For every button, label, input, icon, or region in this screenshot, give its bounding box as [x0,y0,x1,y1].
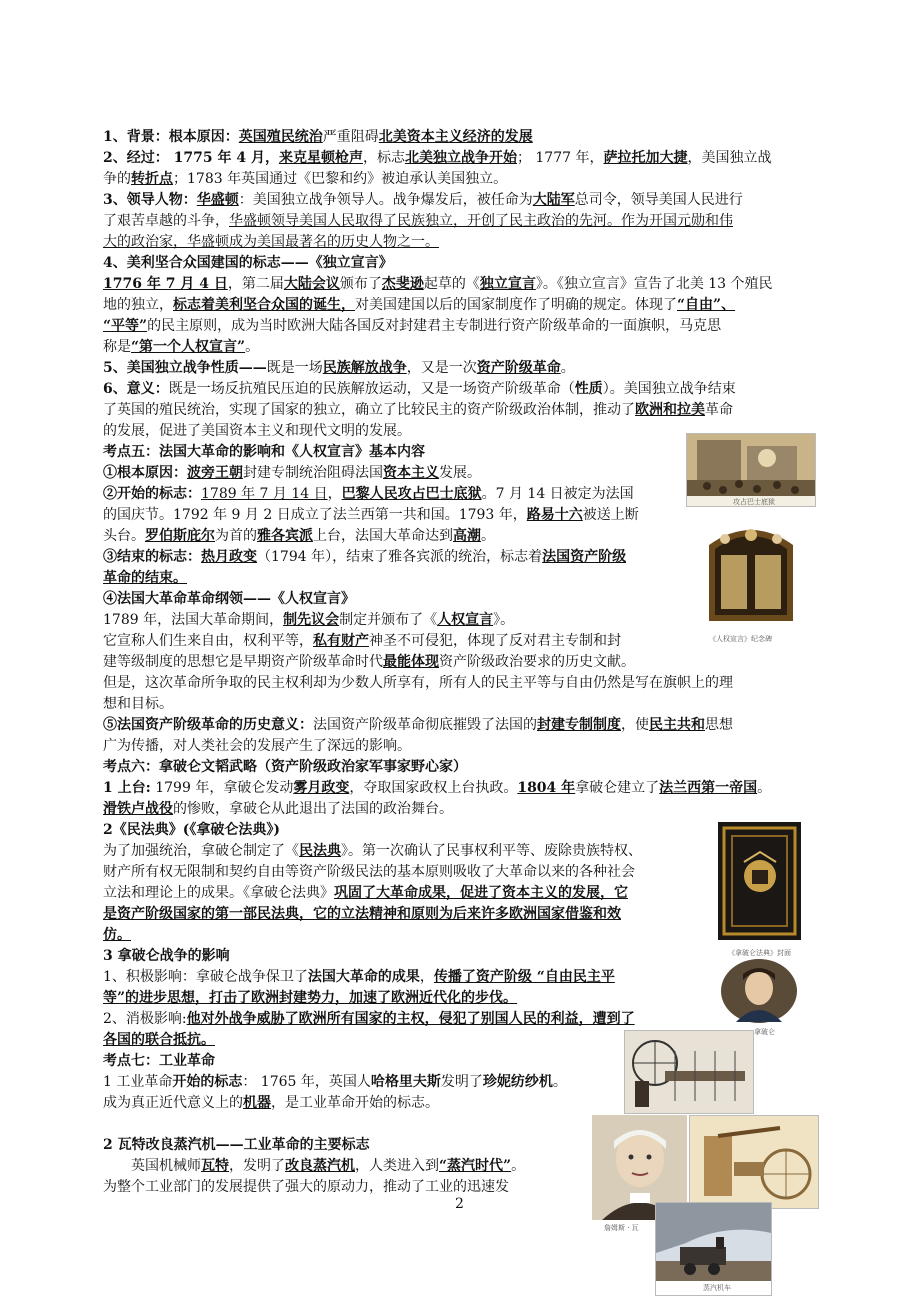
term: 雅各宾派 [257,528,313,544]
term: 1776 年 7 月 4 日 [103,276,228,292]
line-significance-2 [103,400,733,421]
term: 私有财产 [313,633,369,649]
term: “平等” [103,318,148,334]
line-war-negative-2: 各国的联合抵抗。 [103,1032,215,1048]
label: ③结束的标志： [103,549,201,565]
text: 。7 月 14 日被定为法国 [481,486,634,502]
text: 2、消极影响: [103,1011,187,1027]
text: 上台，法国大革命达到 [313,528,453,544]
text: ，人类进入到 [355,1158,439,1174]
text: 。 [757,780,772,796]
text: ： 1765 年，英国人 [242,1074,371,1090]
text: 大的政治家，华盛顿成为美国最著名的历史人物之一。 [103,234,439,250]
subsection-title: 2 瓦特改良蒸汽机——工业革命的主要标志 [103,1137,370,1153]
term: 1804 年 [517,780,576,796]
line-rights [103,610,514,631]
text: 》。 [493,612,515,628]
line-civil-code-2 [103,862,635,883]
label: ②开始的标志： [103,486,201,502]
storming-bastille-image [686,433,816,507]
line-fr-start [103,484,634,505]
term: 萨拉托加大捷 [603,150,688,166]
line-declaration-4 [103,337,259,358]
text: ； 1777 年， [516,150,604,166]
term: 北美资本主义经济的发展 [378,129,533,145]
term: 大陆军 [532,192,575,208]
text: 为了加强统治，拿破仑制定了《 [103,843,299,859]
term: 民法典 [299,843,341,859]
text: 思想 [705,717,733,733]
text: ，标志 [362,150,405,166]
text: 1799 年，拿破仑发动 [150,780,294,796]
section-title: 考点五：法国大革命的影响和《人权宣言》基本内容 [103,444,425,460]
caption-code: 《拿破仑法典》封面 [728,949,791,957]
text: ，是工业革命开始的标志。 [271,1095,439,1111]
term: 传播了资产阶级 “自由民主平 [433,969,615,985]
text: 。 [245,339,260,355]
text: 1、积极影响：拿破仑战争保卫了 [103,969,308,985]
term: 滑铁卢战役 [103,801,173,817]
text: 。 [511,1158,526,1174]
term: 性质 [574,381,603,397]
term: 标志着美利坚合众国的诞生， [173,297,355,313]
term: 民主共和 [649,717,705,733]
text: 》。《独立宣言》宣告了北美 13 个殖民 [535,276,773,292]
line-nature [103,358,575,379]
term: 雾月政变 [293,780,350,796]
text: 对美国建国以后的国家制度作了明确的规定。体现了 [355,297,677,313]
term: 法兰西第一帝国 [659,780,758,796]
term: 人权宣言 [437,612,494,628]
text: 。 [481,528,495,544]
napoleonic-code-cover-image [718,822,801,940]
line-fr-start-2 [103,505,639,526]
page-number: 2 [455,1196,464,1212]
label: 1 上台: [103,780,151,796]
line-napoleon-fall [103,799,453,820]
steam-engine-image [689,1115,819,1209]
text: 》。第一次确认了民事权利平等、废除贵族特权、 [341,843,642,859]
text: ，第二届 [227,276,284,292]
text: 发展。 [439,465,481,481]
line-civil-code [103,841,642,862]
text: 财产所有权无限制和契约自由等资产阶级民法的基本原则吸收了大革命以来的各种社会 [103,864,635,880]
text: 的发展，促进了美国资本主义和现代文明的发展。 [103,423,411,439]
text: 了英国的殖民统治，实现了国家的独立，确立了比较民主的资产阶级政治体制，推动了 [103,402,635,418]
caption-declaration: 《人权宣言》纪念碑 [709,635,772,643]
term: 波旁王朝 [187,465,243,481]
text: 。 [560,360,575,376]
text: 起草的《 [423,276,480,292]
line-steam [131,1156,525,1177]
line-process-2 [103,169,507,190]
term: 制先议会 [283,612,340,628]
term: 巩固了大革命成果，促进了资本主义的发展，它 [334,885,628,901]
text: 的民主原则，成为当时欧洲大陆各国反对封建君主专制进行资产阶级革命的一面旗帜，马克思 [147,318,722,334]
text: 的惨败，拿破仑从此退出了法国的政治舞台。 [173,801,453,817]
text: ，使 [621,717,649,733]
line-declaration-3 [103,316,721,337]
text: 2、经过： 1775 年 4 月， [103,150,279,166]
term: 北美独立战争开始 [404,150,517,166]
line-significance [103,379,736,400]
text: 立法和理论上的成果。《拿破仑法典》 [103,885,334,901]
line-war-positive [103,967,615,988]
text: ；1783 年英国通过《巴黎和约》被迫承认美国独立。 [173,171,508,187]
line-fr-cause [103,463,481,484]
line-leader-3 [103,232,439,253]
term: 他对外战争威胁了欧洲所有国家的主权，侵犯了别国人民的利益，遭到了 [186,1011,635,1027]
text: 想和目标。 [103,696,173,712]
caption-train: 蒸汽机车 [703,1284,731,1292]
label: 3、领导人物： [103,192,197,208]
text: 制定并颁布了《 [339,612,438,628]
line-industrial-start-2 [103,1093,439,1114]
term: 欧洲和拉美 [635,402,705,418]
text: 地的独立， [103,297,173,313]
text: 广为传播，对人类社会的发展产生了深远的影响。 [103,738,411,754]
declaration-monument-image [703,515,799,631]
line-fr-end-2 [103,568,187,589]
line-background [103,127,533,148]
text: 建等级制度的思想它是早期资产阶级革命时代 [103,654,383,670]
text: 头台。 [103,528,145,544]
term: 热月政变 [201,549,257,565]
label: 1、背景：根本原因： [103,129,239,145]
label: ①根本原因： [103,465,187,481]
line-leader [103,190,743,211]
subsection-title: 2《民法典》(《拿破仑法典》) [103,822,280,838]
text: 拿破仑建立了 [575,780,660,796]
term: 哈格里夫斯 [370,1074,441,1090]
text: （1794 年），结束了雅各宾派的统治，标志着 [257,549,543,565]
line-civil-code-4: 是资产阶级国家的第一部民法典，它的立法精神和原则为后来许多欧洲国家借鉴和效 [103,906,621,922]
text: ，美国独立战 [687,150,772,166]
line-process [103,148,771,169]
text: ，夺取国家政权上台执政。 [349,780,518,796]
term: 资本主义 [383,465,439,481]
term: 转折点 [131,171,173,187]
text: 成为真正近代意义上的 [103,1095,243,1111]
label: 5、美国独立战争性质—— [103,360,267,376]
text: 封建专制统治阻碍法国 [243,465,383,481]
line-industrial-start [103,1072,567,1093]
term: 民族解放战争 [322,360,407,376]
text: ：美国独立战争领导人。战争爆发后，被任命为 [238,192,533,208]
line-rights-2 [103,631,621,652]
term: “蒸汽时代” [439,1158,512,1174]
text: 革命 [705,402,733,418]
text: 它宣称人们生来自由，权利平等， [103,633,313,649]
text: ，又是一次 [406,360,477,376]
line-fr-meaning [103,715,733,736]
term: 法国资产阶级 [542,549,627,565]
text: 。 [552,1074,567,1090]
text: 但是，这次革命所争取的民主权利却为少数人所享有，所有人的民主平等与自由仍然是写在旗帜上的理 [103,675,733,691]
term: 杰斐逊 [381,276,424,292]
line-napoleon-rise [103,778,771,799]
section-title: 考点七：工业革命 [103,1053,215,1069]
term: 改良蒸汽机 [285,1158,355,1174]
text: ）。美国独立战争结束 [602,381,736,397]
text: 称是 [103,339,131,355]
term: 路易十六 [526,507,583,523]
text: 争的 [103,171,131,187]
term: 华盛顿 [196,192,239,208]
text: 发明了 [440,1074,483,1090]
text: ， [327,486,342,502]
term: “自由”、 [677,297,736,313]
text: 既是一场反抗殖民压迫的民族解放运动，又是一场资产阶级革命（ [168,381,575,397]
term: 罗伯斯庇尔 [145,528,215,544]
caption-bastille: 攻占巴士底狱 [733,498,775,506]
line-leader-2 [103,211,733,232]
term: 巴黎人民攻占巴士底狱 [341,486,482,502]
term: 资产阶级革命 [476,360,561,376]
text: 严重阻碍 [322,129,379,145]
term: 大陆会议 [283,276,340,292]
line-rights-4 [103,673,733,694]
term: 英国殖民统治 [238,129,323,145]
line-fr-meaning-2 [103,736,411,757]
term: 珍妮纺纱机 [482,1074,553,1090]
line-declaration-2 [103,295,735,316]
steam-locomotive-image [655,1202,772,1296]
term: 独立宣言 [479,276,536,292]
label: ⑤法国资产阶级革命的历史意义： [103,717,313,733]
line-war-negative [103,1009,635,1030]
text: 1 工业革命 [103,1074,173,1090]
term: 高潮 [453,528,481,544]
section-title: 4、美利坚合众国建国的标志——《独立宣言》 [103,255,393,271]
caption-napoleon: 拿破仑 [754,1028,775,1036]
term: 封建专制制度 [537,717,621,733]
line-war-positive-2: 等”的进步思想，打击了欧洲封建势力，加速了欧洲近代化的步伐。 [103,990,518,1006]
text: 神圣不可侵犯，体现了反对君主专制和封 [369,633,621,649]
text: 既是一场 [266,360,323,376]
text: 资产阶级政治要求的历史文献。 [439,654,635,670]
term: “第一个人权宣言” [131,339,246,355]
subsection-title: ④法国大革命革命纲领——《人权宣言》 [103,591,355,607]
term: 开始的标志 [172,1074,243,1090]
term: 机器 [243,1095,271,1111]
term: 瓦特 [201,1158,229,1174]
subsection-title: 3 拿破仑战争的影响 [103,948,230,964]
text: 了艰苦卓越的斗争， [103,213,229,229]
line-significance-3 [103,421,411,442]
text: 法国资产阶级革命彻底摧毁了法国的 [313,717,537,733]
line-civil-code-5: 仿。 [103,927,131,943]
text: ， [419,969,434,985]
line-rights-5 [103,694,173,715]
term: 最能体现 [383,654,439,670]
text: 为整个工业部门的发展提供了强大的原动力，推动了工业的迅速发 [103,1179,509,1195]
text: 华盛顿领导美国人民取得了民族独立，开创了民主政治的先河。作为开国元勋和伟 [229,213,733,229]
text: ，发明了 [229,1158,285,1174]
term: 1789 年 7 月 14 日 [201,486,328,502]
text: 被送上断 [582,507,639,523]
term: 来克星顿枪声 [278,150,363,166]
line-rights-3 [103,652,635,673]
text: 颁布了 [339,276,382,292]
line-fr-start-3 [103,526,495,547]
term: 革命的结束。 [103,570,187,586]
text: 的国庆节。1792 年 9 月 2 日成立了法兰西第一共和国。1793 年， [103,507,527,523]
label: 6、意义： [103,381,169,397]
text: 1789 年，法国大革命期间， [103,612,284,628]
caption-watt: 詹姆斯 · 瓦 [604,1224,639,1232]
term: 法国大革命的成果 [307,969,420,985]
napoleon-portrait-image [718,958,800,1024]
line-declaration [103,274,773,295]
line-steam-2 [103,1177,509,1198]
text: 英国机械师 [131,1158,201,1174]
line-fr-end [103,547,626,568]
section-title: 考点六：拿破仑文韬武略（资产阶级政治家军事家野心家） [103,759,467,775]
spinning-jenny-image [624,1030,754,1114]
text: 总司令，领导美国人民进行 [574,192,743,208]
text: 为首的 [215,528,257,544]
line-civil-code-3 [103,883,628,904]
